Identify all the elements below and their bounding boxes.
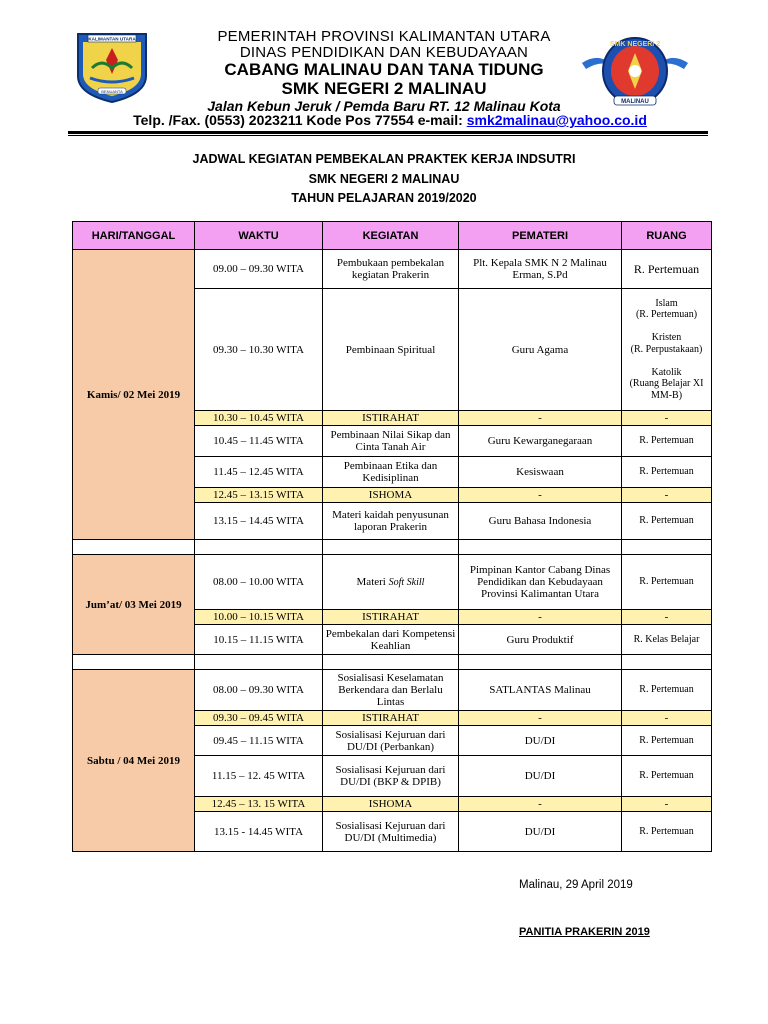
kegiatan-prefix: Materi xyxy=(356,575,389,588)
waktu-cell: 09.45 – 11.15 WITA xyxy=(195,726,323,756)
kegiatan-cell: Materi kaidah penyusunan laporan Prakerin xyxy=(323,503,459,540)
letterhead-line-1: PEMERINTAH PROVINSI KALIMANTAN UTARA xyxy=(217,28,551,45)
ruang-cell: - xyxy=(622,711,712,726)
letterhead-school-name: SMK NEGERI 2 MALINAU xyxy=(281,79,487,98)
kegiatan-cell: Pembukaan pembekalan kegiatan Prakerin xyxy=(323,250,459,289)
pemateri-cell: - xyxy=(459,797,622,812)
waktu-cell: 10.15 – 11.15 WITA xyxy=(195,625,323,655)
pemateri-cell: Kesiswaan xyxy=(459,457,622,488)
committee-signature: PANITIA PRAKERIN 2019 xyxy=(519,926,650,938)
smk-negeri-2-logo xyxy=(580,33,690,109)
kegiatan-cell: ISHOMA xyxy=(323,488,459,503)
kegiatan-cell: Sosialisasi Kejuruan dari DU/DI (BKP & DPIB) xyxy=(323,756,459,797)
kegiatan-cell: Pembinaan Nilai Sikap dan Cinta Tanah Air xyxy=(323,426,459,457)
ruang-cell: R. Pertemuan xyxy=(622,670,712,711)
right-logo-text: SMK NEGERI 2 xyxy=(609,41,661,48)
letterhead-line-2: DINAS PENDIDIKAN DAN KEBUDAYAAN xyxy=(239,44,529,61)
waktu-cell: 08.00 – 10.00 WITA xyxy=(195,555,323,610)
document-subtitle-year: TAHUN PELAJARAN 2019/2020 xyxy=(291,191,477,205)
kegiatan-cell: ISTIRAHAT xyxy=(323,411,459,426)
ruang-cell: Islam (R. Pertemuan) Kristen (R. Perpustakaan) Katolik (Ruang Belajar XI MM-B) xyxy=(622,289,712,411)
ruang-cell: R. Pertemuan xyxy=(622,426,712,457)
waktu-cell: 10.30 – 10.45 WITA xyxy=(195,411,323,426)
header-kegiatan: KEGIATAN xyxy=(323,222,459,250)
table-spacer-row xyxy=(73,540,712,555)
pemateri-cell: SATLANTAS Malinau xyxy=(459,670,622,711)
letterhead-contact xyxy=(6,112,768,128)
kegiatan-cell: Pembinaan Etika dan Kedisiplinan xyxy=(323,457,459,488)
ruang-cell: - xyxy=(622,411,712,426)
kegiatan-soft-skill: Soft Skill xyxy=(388,576,425,588)
table-row xyxy=(73,250,712,289)
kegiatan-cell: Pembinaan Spiritual xyxy=(323,289,459,411)
schedule-table xyxy=(72,221,712,852)
email-link[interactable]: smk2malinau@yahoo.co.id xyxy=(466,112,647,128)
kegiatan-cell: ISTIRAHAT xyxy=(323,711,459,726)
day-cell-jumat: Jum’at/ 03 Mei 2019 xyxy=(73,555,195,655)
header-waktu: WAKTU xyxy=(195,222,323,250)
header-ruang: RUANG xyxy=(622,222,712,250)
ruang-cell: R. Pertemuan xyxy=(622,555,712,610)
document-title: JADWAL KEGIATAN PEMBEKALAN PRAKTEK KERJA INDSUTRI xyxy=(192,152,576,166)
waktu-cell: 12.45 – 13. 15 WITA xyxy=(195,797,323,812)
waktu-cell: 11.45 – 12.45 WITA xyxy=(195,457,323,488)
table-spacer-row xyxy=(73,655,712,670)
ruang-cell: R. Pertemuan xyxy=(622,250,712,289)
waktu-cell: 09.00 – 09.30 WITA xyxy=(195,250,323,289)
ruang-cell: - xyxy=(622,488,712,503)
table-row xyxy=(73,670,712,711)
place-date: Malinau, 29 April 2019 xyxy=(519,879,633,891)
kegiatan-cell: Sosialisasi Kejuruan dari DU/DI (Perbankan) xyxy=(323,726,459,756)
kegiatan-cell: ISHOMA xyxy=(323,797,459,812)
waktu-cell: 09.30 – 09.45 WITA xyxy=(195,711,323,726)
contact-text: Telp. /Fax. (0553) 2023211 Kode Pos 77554 e-mail: xyxy=(133,112,467,128)
pemateri-cell: Guru Agama xyxy=(459,289,622,411)
pemateri-cell: Guru Bahasa Indonesia xyxy=(459,503,622,540)
day-cell-kamis: Kamis/ 02 Mei 2019 xyxy=(73,250,195,540)
letterhead-rule-thick xyxy=(68,131,708,134)
waktu-cell: 10.45 – 11.45 WITA xyxy=(195,426,323,457)
left-logo-text: KALIMANTAN UTARA xyxy=(88,36,136,42)
kegiatan-cell: ISTIRAHAT xyxy=(323,610,459,625)
waktu-cell: 11.15 – 12. 45 WITA xyxy=(195,756,323,797)
header-pemateri: PEMATERI xyxy=(459,222,622,250)
pemateri-cell: Guru Produktif xyxy=(459,625,622,655)
ruang-cell: R. Pertemuan xyxy=(622,756,712,797)
table-header-row xyxy=(73,222,712,250)
letterhead-rule-thin xyxy=(68,135,708,136)
day-cell-sabtu: Sabtu / 04 Mei 2019 xyxy=(73,670,195,852)
pemateri-cell: - xyxy=(459,488,622,503)
pemateri-cell: Plt. Kepala SMK N 2 Malinau Erman, S.Pd xyxy=(459,250,622,289)
ruang-cell: R. Pertemuan xyxy=(622,812,712,852)
pemateri-cell: - xyxy=(459,711,622,726)
kegiatan-cell: Pembekalan dari Kompetensi Keahlian xyxy=(323,625,459,655)
pemateri-cell: - xyxy=(459,610,622,625)
letterhead xyxy=(0,0,768,135)
ruang-cell: - xyxy=(622,610,712,625)
pemateri-cell: Guru Kewarganegaraan xyxy=(459,426,622,457)
header-hari-tanggal: HARI/TANGGAL xyxy=(73,222,195,250)
table-row xyxy=(73,555,712,610)
letterhead-line-3: CABANG MALINAU DAN TANA TIDUNG xyxy=(224,60,544,79)
document-subtitle-school: SMK NEGERI 2 MALINAU xyxy=(308,172,460,186)
right-logo-sub: MALINAU xyxy=(621,99,649,105)
ruang-cell: R. Pertemuan xyxy=(622,503,712,540)
pemateri-cell: Pimpinan Kantor Cabang Dinas Pendidikan dan Kebudayaan Provinsi Kalimantan Utara xyxy=(459,555,622,610)
left-logo-motto: BENUANTA xyxy=(101,88,123,94)
waktu-cell: 10.00 – 10.15 WITA xyxy=(195,610,323,625)
ruang-cell: R. Pertemuan xyxy=(622,457,712,488)
pemateri-cell: DU/DI xyxy=(459,726,622,756)
ruang-cell: R. Kelas Belajar xyxy=(622,625,712,655)
ruang-cell: - xyxy=(622,797,712,812)
pemateri-cell: DU/DI xyxy=(459,812,622,852)
kegiatan-cell: Sosialisasi Keselamatan Berkendara dan Berlalu Lintas xyxy=(323,670,459,711)
kegiatan-cell xyxy=(323,555,459,610)
waktu-cell: 12.45 – 13.15 WITA xyxy=(195,488,323,503)
pemateri-cell: - xyxy=(459,411,622,426)
pemateri-cell: DU/DI xyxy=(459,756,622,797)
waktu-cell: 13.15 – 14.45 WITA xyxy=(195,503,323,540)
waktu-cell: 09.30 – 10.30 WITA xyxy=(195,289,323,411)
ruang-cell: R. Pertemuan xyxy=(622,726,712,756)
kegiatan-cell: Sosialisasi Kejuruan dari DU/DI (Multimedia) xyxy=(323,812,459,852)
waktu-cell: 08.00 – 09.30 WITA xyxy=(195,670,323,711)
letterhead-address: Jalan Kebun Jeruk / Pemda Baru RT. 12 Malinau Kota xyxy=(207,98,561,114)
waktu-cell: 13.15 - 14.45 WITA xyxy=(195,812,323,852)
